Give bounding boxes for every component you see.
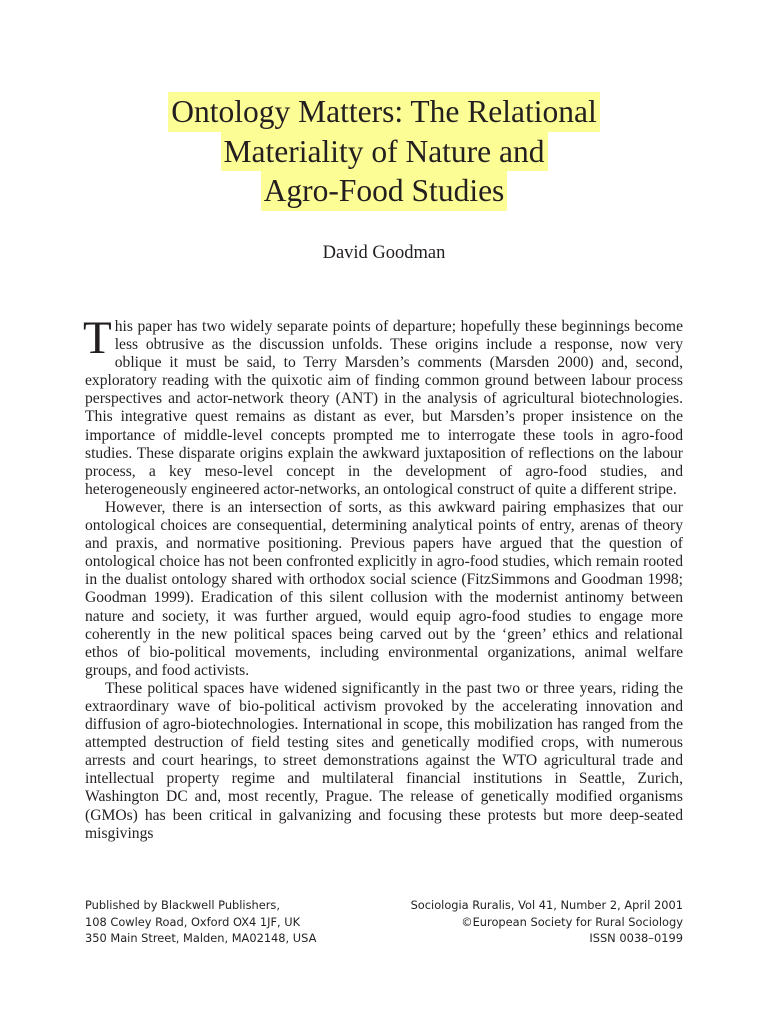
drop-cap: T [83,312,112,364]
author-name: David Goodman [322,243,446,263]
journal-line-3: ISSN 0038–0199 [589,931,683,946]
paper-title [84,92,684,211]
publisher-line-1: Published by Blackwell Publishers, [85,898,280,912]
paragraph-1-text: his paper has two widely separate points of departure; hopefully these beginnings become less obtrusive as the discussion unfolds. These origins include a response, now very oblique it must be said, to Terry Marsden’s comments (Marsden 2000) and, second, exploratory reading with the quixotic aim of finding common ground between labour process perspectives and actor-network theory (ANT) in the analysis of agricultural biotechnologies. This integrative quest remains as distant as ever, but Marsden’s proper insistence on the importance of middle-level concepts prompted me to interrogate these tools in agro-food studies. These disparate origins explain the awkward juxtaposition of reflections on the labour process, a key meso-level concept in the development of agro-food studies, and heterogeneously engineered actor-networks, an ontological construct of quite a different stripe. [85,318,683,498]
journal-info [411,897,683,947]
title-line-2: Materiality of Nature and [221,132,548,172]
journal-line-1: Sociologia Ruralis, Vol 41, Number 2, April 2001 [410,898,683,912]
journal-line-2: ©European Society for Rural Sociology [461,914,683,929]
publisher-line-3: 350 Main Street, Malden, MA02148, USA [85,931,317,946]
title-line-3: Agro-Food Studies [261,171,508,211]
title-line-1: Ontology Matters: The Relational [168,92,599,132]
paragraph-1 [83,312,683,499]
body-text [83,312,683,843]
paragraph-2: However, there is an intersection of sorts, as this awkward pairing emphasizes that our ontological choices are consequential, determining analytical points of entry, arenas of theory and praxis, and normative positioning. Previous papers have argued that the question of ontological choice has not been confronted explicitly in agro-food studies, which remain rooted in the dualist ontology shared with orthodox social science (FitzSimmons and Goodman 1998; Goodman 1999). Eradication of this silent collusion with the modernist antinomy between nature and society, it was further argued, would equip agro-food studies to engage more coherently in the new political spaces being carved out by the ‘green’ ethics and relational ethos of bio-political movements, including environmental organizations, animal welfare groups, and food activists. [85,498,683,679]
publisher-line-2: 108 Cowley Road, Oxford OX4 1JF, UK [85,914,301,929]
paragraph-3: These political spaces have widened significantly in the past two or three years, riding the extraordinary wave of bio-political activism provoked by the accelerating innovation and diffusion of agro-biotechnologies. International in scope, this mobilization has ranged from the attempted destruction of field testing sites and genetically modified crops, with numerous arrests and court hearings, to street demonstrations against the WTO agricultural trade and intellectual property regime and multilateral financial institutions in Seattle, Zurich, Washington DC and, most recently, Prague. The release of genetically modified organisms (GMOs) has been critical in galvanizing and focusing these protests but more deep-seated misgivings [85,679,683,842]
publisher-info [85,897,316,947]
